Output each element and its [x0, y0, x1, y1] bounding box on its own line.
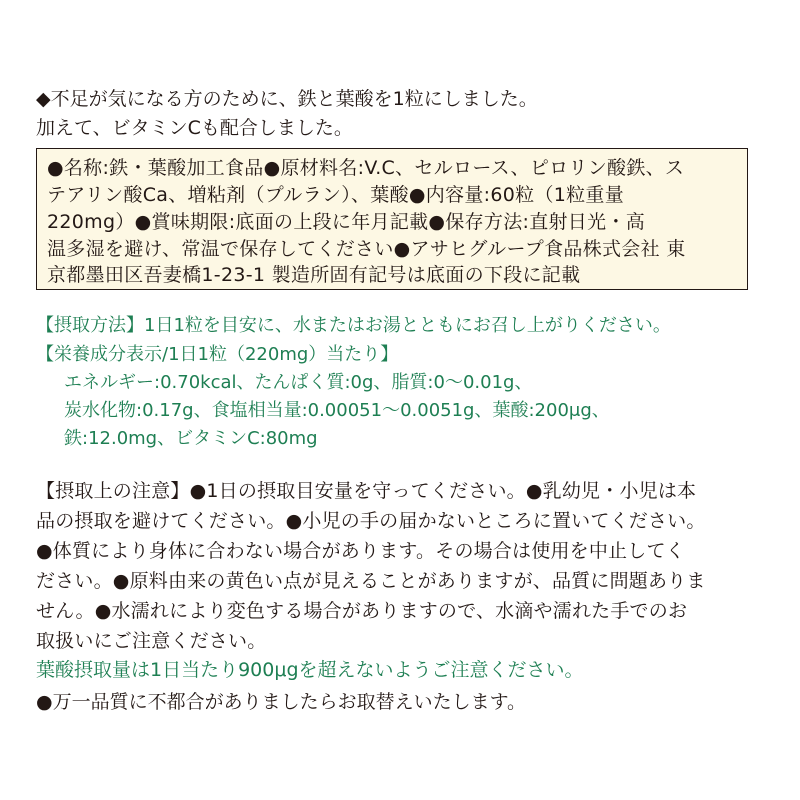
caution-line: 【摂取上の注意】●1日の摂取目安量を守ってください。●乳幼児・小児は本: [36, 480, 697, 502]
caution-line: せん。●水濡れにより変色する場合がありますので、水滴や濡れた手でのお: [36, 600, 688, 622]
label-line: 220mg）●賞味期限:底面の上段に年月記載●保存方法:直射日光・高: [47, 211, 645, 233]
product-label-box: [36, 148, 748, 290]
intake-method: [36, 313, 671, 339]
label-line: 温多湿を避け、常温で保存してください●アサヒグループ食品株式会社 東: [47, 238, 686, 260]
intake-text: 1日1粒を目安に、水またはお湯とともにお召し上がりください。: [144, 315, 671, 336]
intro-line-1: ◆不足が気になる方のために、鉄と葉酸を1粒にしました。: [36, 88, 538, 110]
folic-acid-note: 葉酸摂取量は1日当たり900μgを超えないようご注意ください。: [36, 659, 584, 681]
intake-heading: 【摂取方法】: [36, 315, 144, 336]
nutrition-line: 鉄:12.0mg、ビタミンC:80mg: [64, 428, 318, 449]
nutrition-line: 炭水化物:0.17g、食塩相当量:0.00051～0.0051g、葉酸:200μg、: [64, 400, 610, 421]
label-line: テアリン酸Ca、増粘剤（プルラン）、葉酸●内容量:60粒（1粒重量: [47, 184, 625, 206]
caution-line: 品の摂取を避けてください。●小児の手の届かないところに置いてください。: [36, 510, 706, 532]
intro-line-2: 加えて、ビタミンCも配合しました。: [36, 117, 353, 139]
nutrition-heading: 【栄養成分表示/1日1粒（220mg）当たり】: [36, 344, 399, 365]
caution-line: ださい。●原料由来の黄色い点が見えることがありますが、品質に問題ありま: [36, 570, 706, 592]
caution-line: 取扱いにご注意ください。: [36, 630, 267, 652]
caution-line: ●体質により身体に合わない場合があります。その場合は使用を中止してく: [36, 540, 685, 562]
label-line: ●名称:鉄・葉酸加工食品●原材料名:V.C、セルロース、ピロリン酸鉄、ス: [47, 157, 685, 179]
label-line: 京都墨田区吾妻橋1-23-1 製造所固有記号は底面の下段に記載: [47, 264, 581, 286]
replacement-note: ●万一品質に不都合がありましたらお取替えいたします。: [36, 691, 527, 713]
nutrition-line: エネルギー:0.70kcal、たんぱく質:0g、脂質:0～0.01g、: [64, 372, 533, 393]
